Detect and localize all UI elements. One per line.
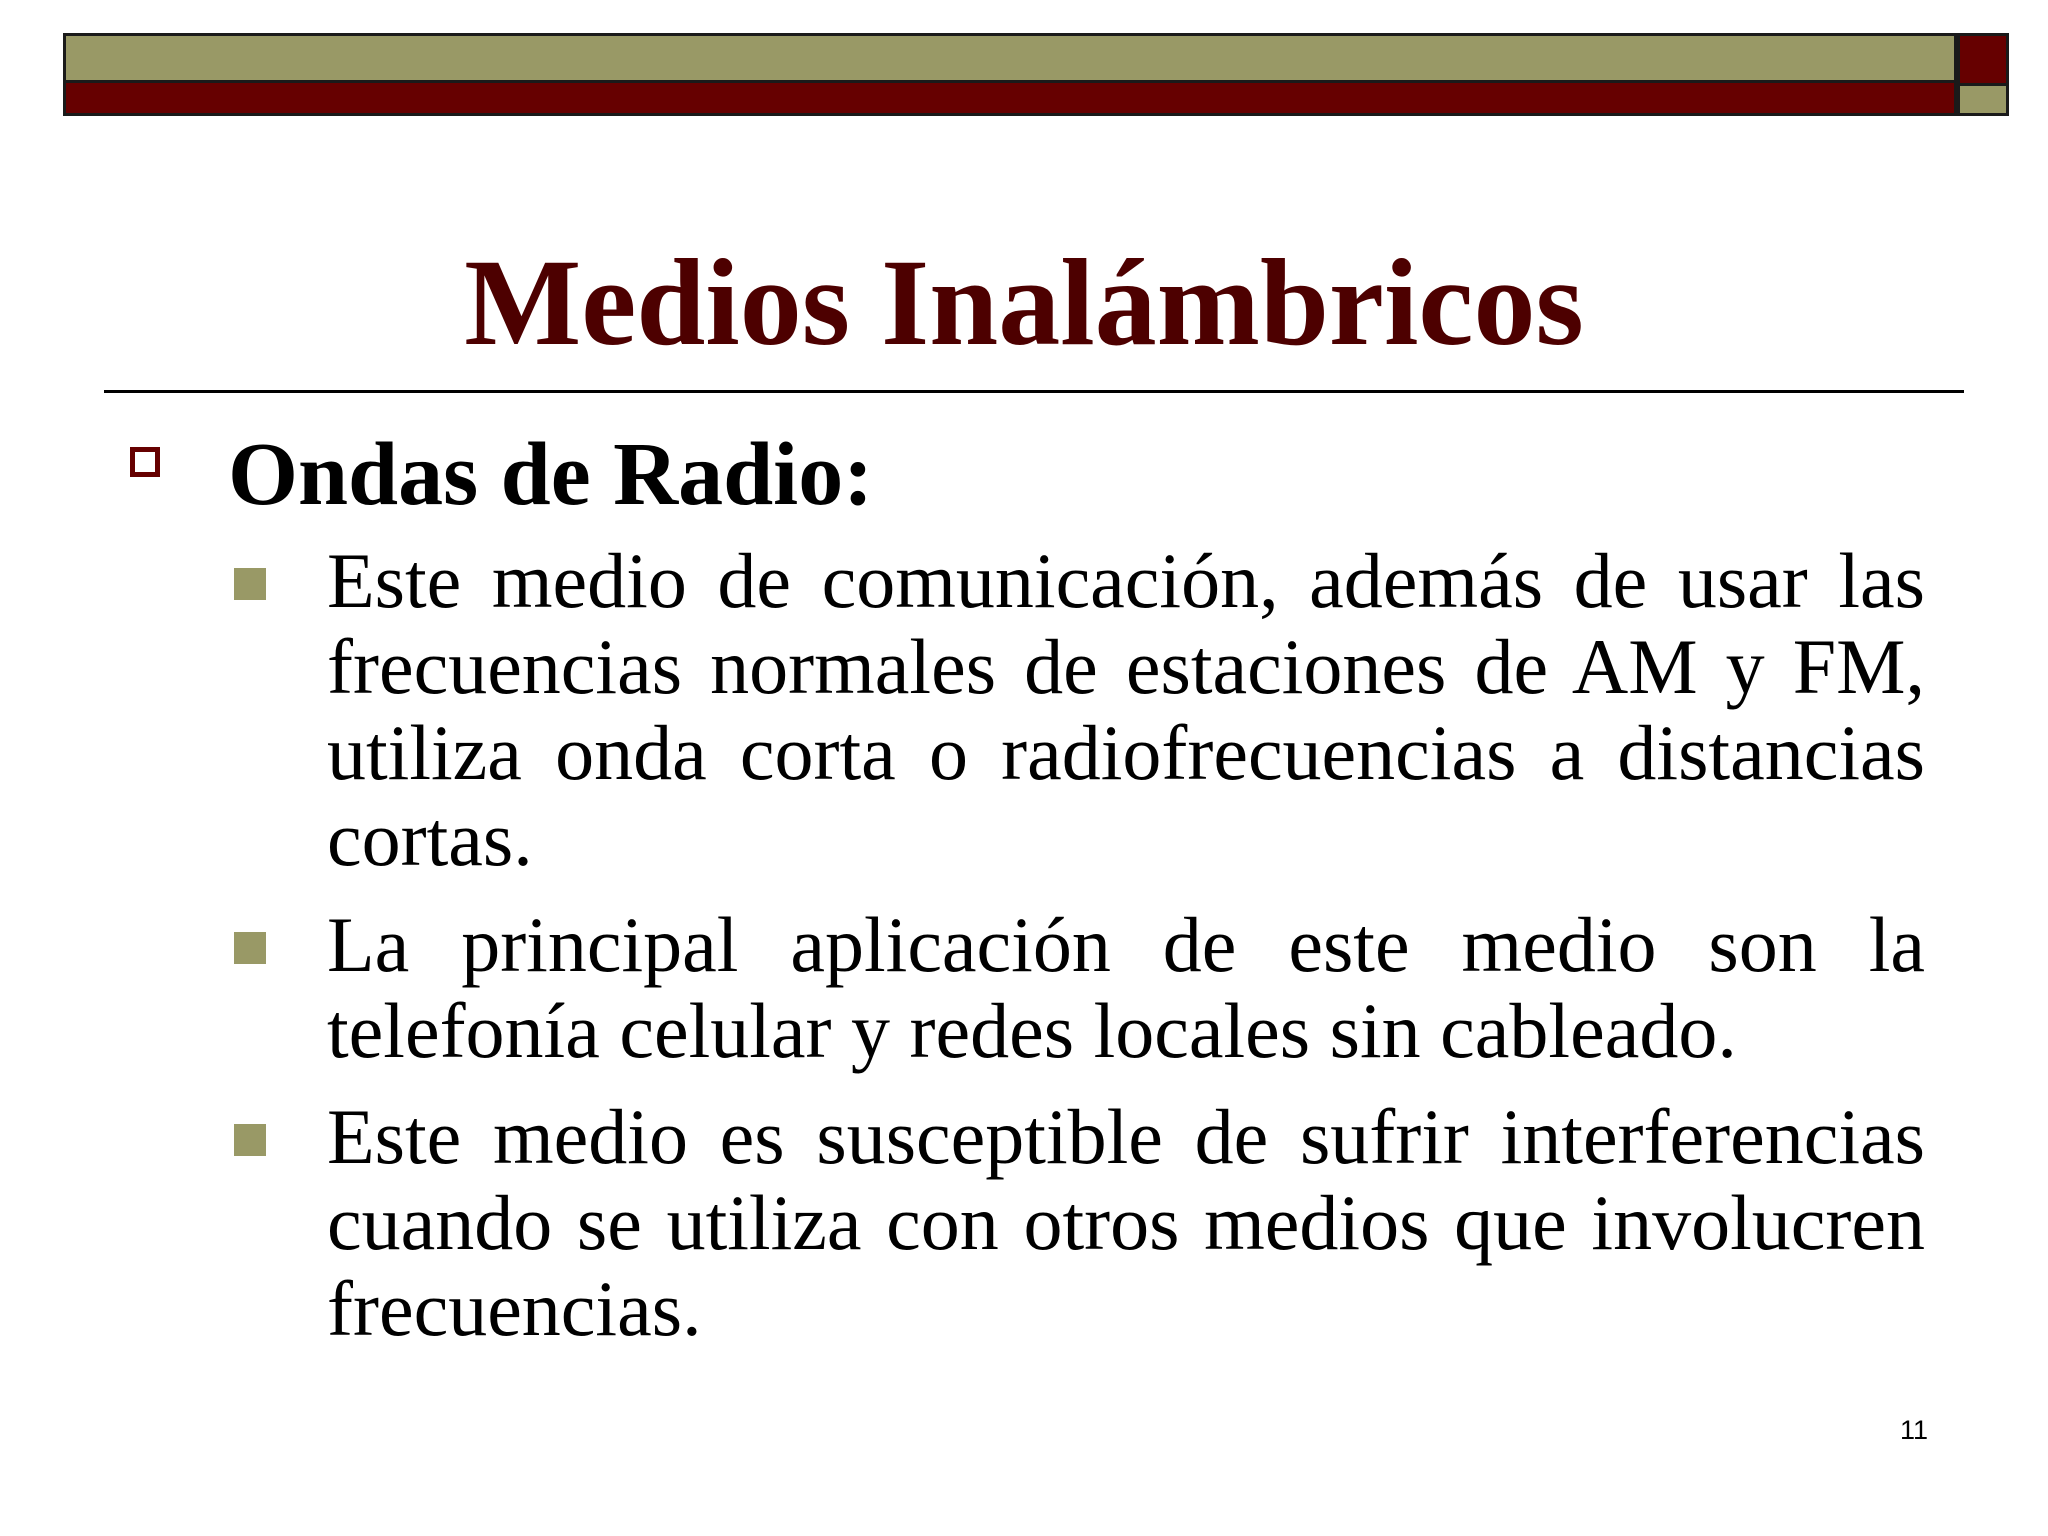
square-bullet-icon [234, 932, 266, 964]
hollow-square-bullet-icon [130, 447, 160, 477]
header-corner-maroon-block [1957, 33, 2009, 86]
header-corner-olive-block [1957, 86, 2009, 116]
section-heading: Ondas de Radio: [228, 425, 874, 524]
bullet-text: Este medio de comunicación, además de usar las frecuencias normales de estaciones de AM y FM, utiliza onda corta o radiofrecuencias a distancias cortas. [327, 537, 1925, 882]
bullet-list [0, 538, 2048, 1352]
header-band-maroon [63, 83, 1957, 116]
bullet-text: Este medio es susceptible de sufrir interferencias cuando se utiliza con otros medios que involucren frecuencias. [327, 1093, 1925, 1352]
bullet-item [0, 538, 2048, 882]
slide-title: Medios Inalámbricos [464, 234, 1584, 371]
square-bullet-icon [234, 568, 266, 600]
bullet-item [0, 1094, 2048, 1352]
bullet-item [0, 902, 2048, 1074]
header-band-olive [63, 33, 1957, 83]
title-divider [104, 390, 1964, 393]
page-number: 11 [1899, 1415, 1928, 1445]
square-bullet-icon [234, 1124, 266, 1156]
bullet-text: La principal aplicación de este medio son la telefonía celular y redes locales sin cableado. [327, 901, 1925, 1074]
